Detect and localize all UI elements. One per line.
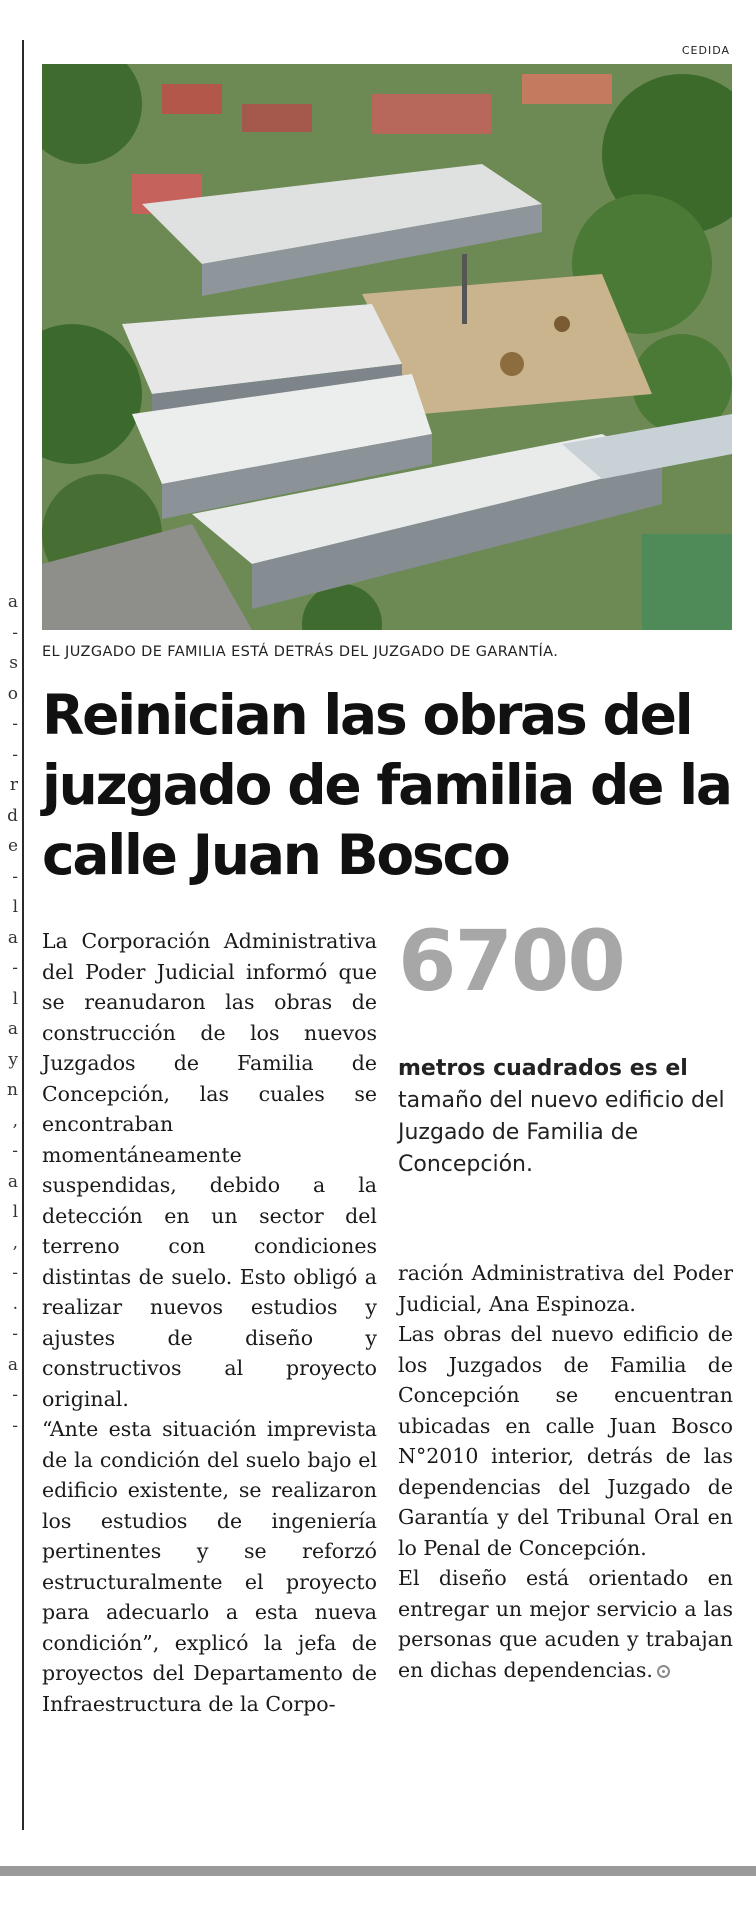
photo-credit: CEDIDA (681, 44, 730, 57)
adjacent-column-fragment: - (12, 1415, 18, 1436)
adjacent-column-fragment: - (12, 744, 18, 765)
adjacent-column-fragment: e (7, 836, 18, 856)
last-paragraph-text: El diseño está orientado en entregar un mejor servicio a las personas que acuden y trabajan en dichas dependencias. (398, 1566, 733, 1682)
aerial-photo-illustration (42, 64, 732, 630)
column-divider-rule (22, 40, 24, 1830)
adjacent-column-fragment: a (7, 1354, 18, 1375)
aerial-photo (42, 64, 732, 630)
body-paragraph-last (398, 1563, 733, 1685)
adjacent-column-fragment: a (7, 927, 18, 948)
headline: Reinician las obras del juzgado de familia de la calle Juan Bosco (42, 683, 731, 887)
adjacent-column-fragment: a (7, 592, 18, 612)
stat-description-lead: metros cuadrados es el (398, 1056, 688, 1081)
bottom-rule (0, 1866, 756, 1876)
adjacent-column-fragment: a (7, 1171, 18, 1192)
adjacent-column-fragment: y (8, 1049, 18, 1070)
adjacent-column-fragment: - (12, 866, 18, 887)
adjacent-column-fragment: - (12, 714, 18, 734)
stat-description-rest: tamaño del nuevo edificio del Juzgado de Familia de Concepción. (398, 1088, 725, 1177)
adjacent-column-fragment: l (12, 988, 18, 1009)
adjacent-column-fragment: - (12, 958, 18, 978)
adjacent-column-fragment: . (12, 1293, 18, 1314)
adjacent-column-fragment: - (12, 622, 18, 643)
adjacent-column-fragment: , (12, 1232, 18, 1253)
adjacent-column-fragment: l (12, 1202, 18, 1222)
article-body-column (42, 926, 377, 1719)
adjacent-column-fragment: o (7, 683, 18, 704)
adjacent-column-fragment: d (7, 805, 18, 826)
end-of-article-icon (657, 1665, 670, 1678)
adjacent-column-fragment: s (9, 653, 18, 673)
adjacent-column-fragment: , (12, 1110, 18, 1131)
stat-number: 6700 (398, 912, 624, 1010)
stat-description (398, 1053, 738, 1181)
body-paragraph: “Ante esta situación imprevista de la condición del suelo bajo el edificio existente, se realizaron los estudios de ingeniería pertinentes y se reforzó estructuralmente el proyecto para adecuarlo a esta nueva condición”, explicó la jefa de proyectos del Departamento de Infraestructura de la Corpo- (42, 1417, 377, 1716)
body-paragraph: La Corporación Administrativa del Poder Judicial informó que se reanudaron las obras de construcción de los nuevos Juzgados de Familia de Concepción, las cuales se encontraban momentáneamente suspendidas, debido a la detección en un sector del terreno con condiciones distintas de suelo. Esto obligó a realizar nuevos estudios y ajustes de diseño y constructivos al proyecto original. (42, 929, 377, 1411)
adjacent-column-fragment: a (7, 1019, 18, 1039)
adjacent-column-fragment: - (12, 1385, 18, 1405)
adjacent-column-fragment: n (7, 1080, 18, 1100)
adjacent-column-fragment: - (12, 1324, 18, 1344)
article-continuation-column (398, 1258, 733, 1685)
body-paragraph: Las obras del nuevo edificio de los Juzgados de Familia de Concepción se encuentran ubicadas en calle Juan Bosco N°2010 interior, detrás de las dependencias del Juzgado de Garantía y del Tribunal Oral en lo Penal de Concepción. (398, 1322, 733, 1560)
adjacent-column-fragment: r (9, 775, 18, 795)
photo-caption: EL JUZGADO DE FAMILIA ESTÁ DETRÁS DEL JUZGADO DE GARANTÍA. (42, 644, 559, 660)
adjacent-column-fragment: - (12, 1263, 18, 1283)
body-paragraph: ración Administrativa del Poder Judicial, Ana Espinoza. (398, 1261, 733, 1316)
adjacent-column-fragment: - (12, 1141, 18, 1161)
adjacent-column-fragment: l (12, 897, 18, 917)
